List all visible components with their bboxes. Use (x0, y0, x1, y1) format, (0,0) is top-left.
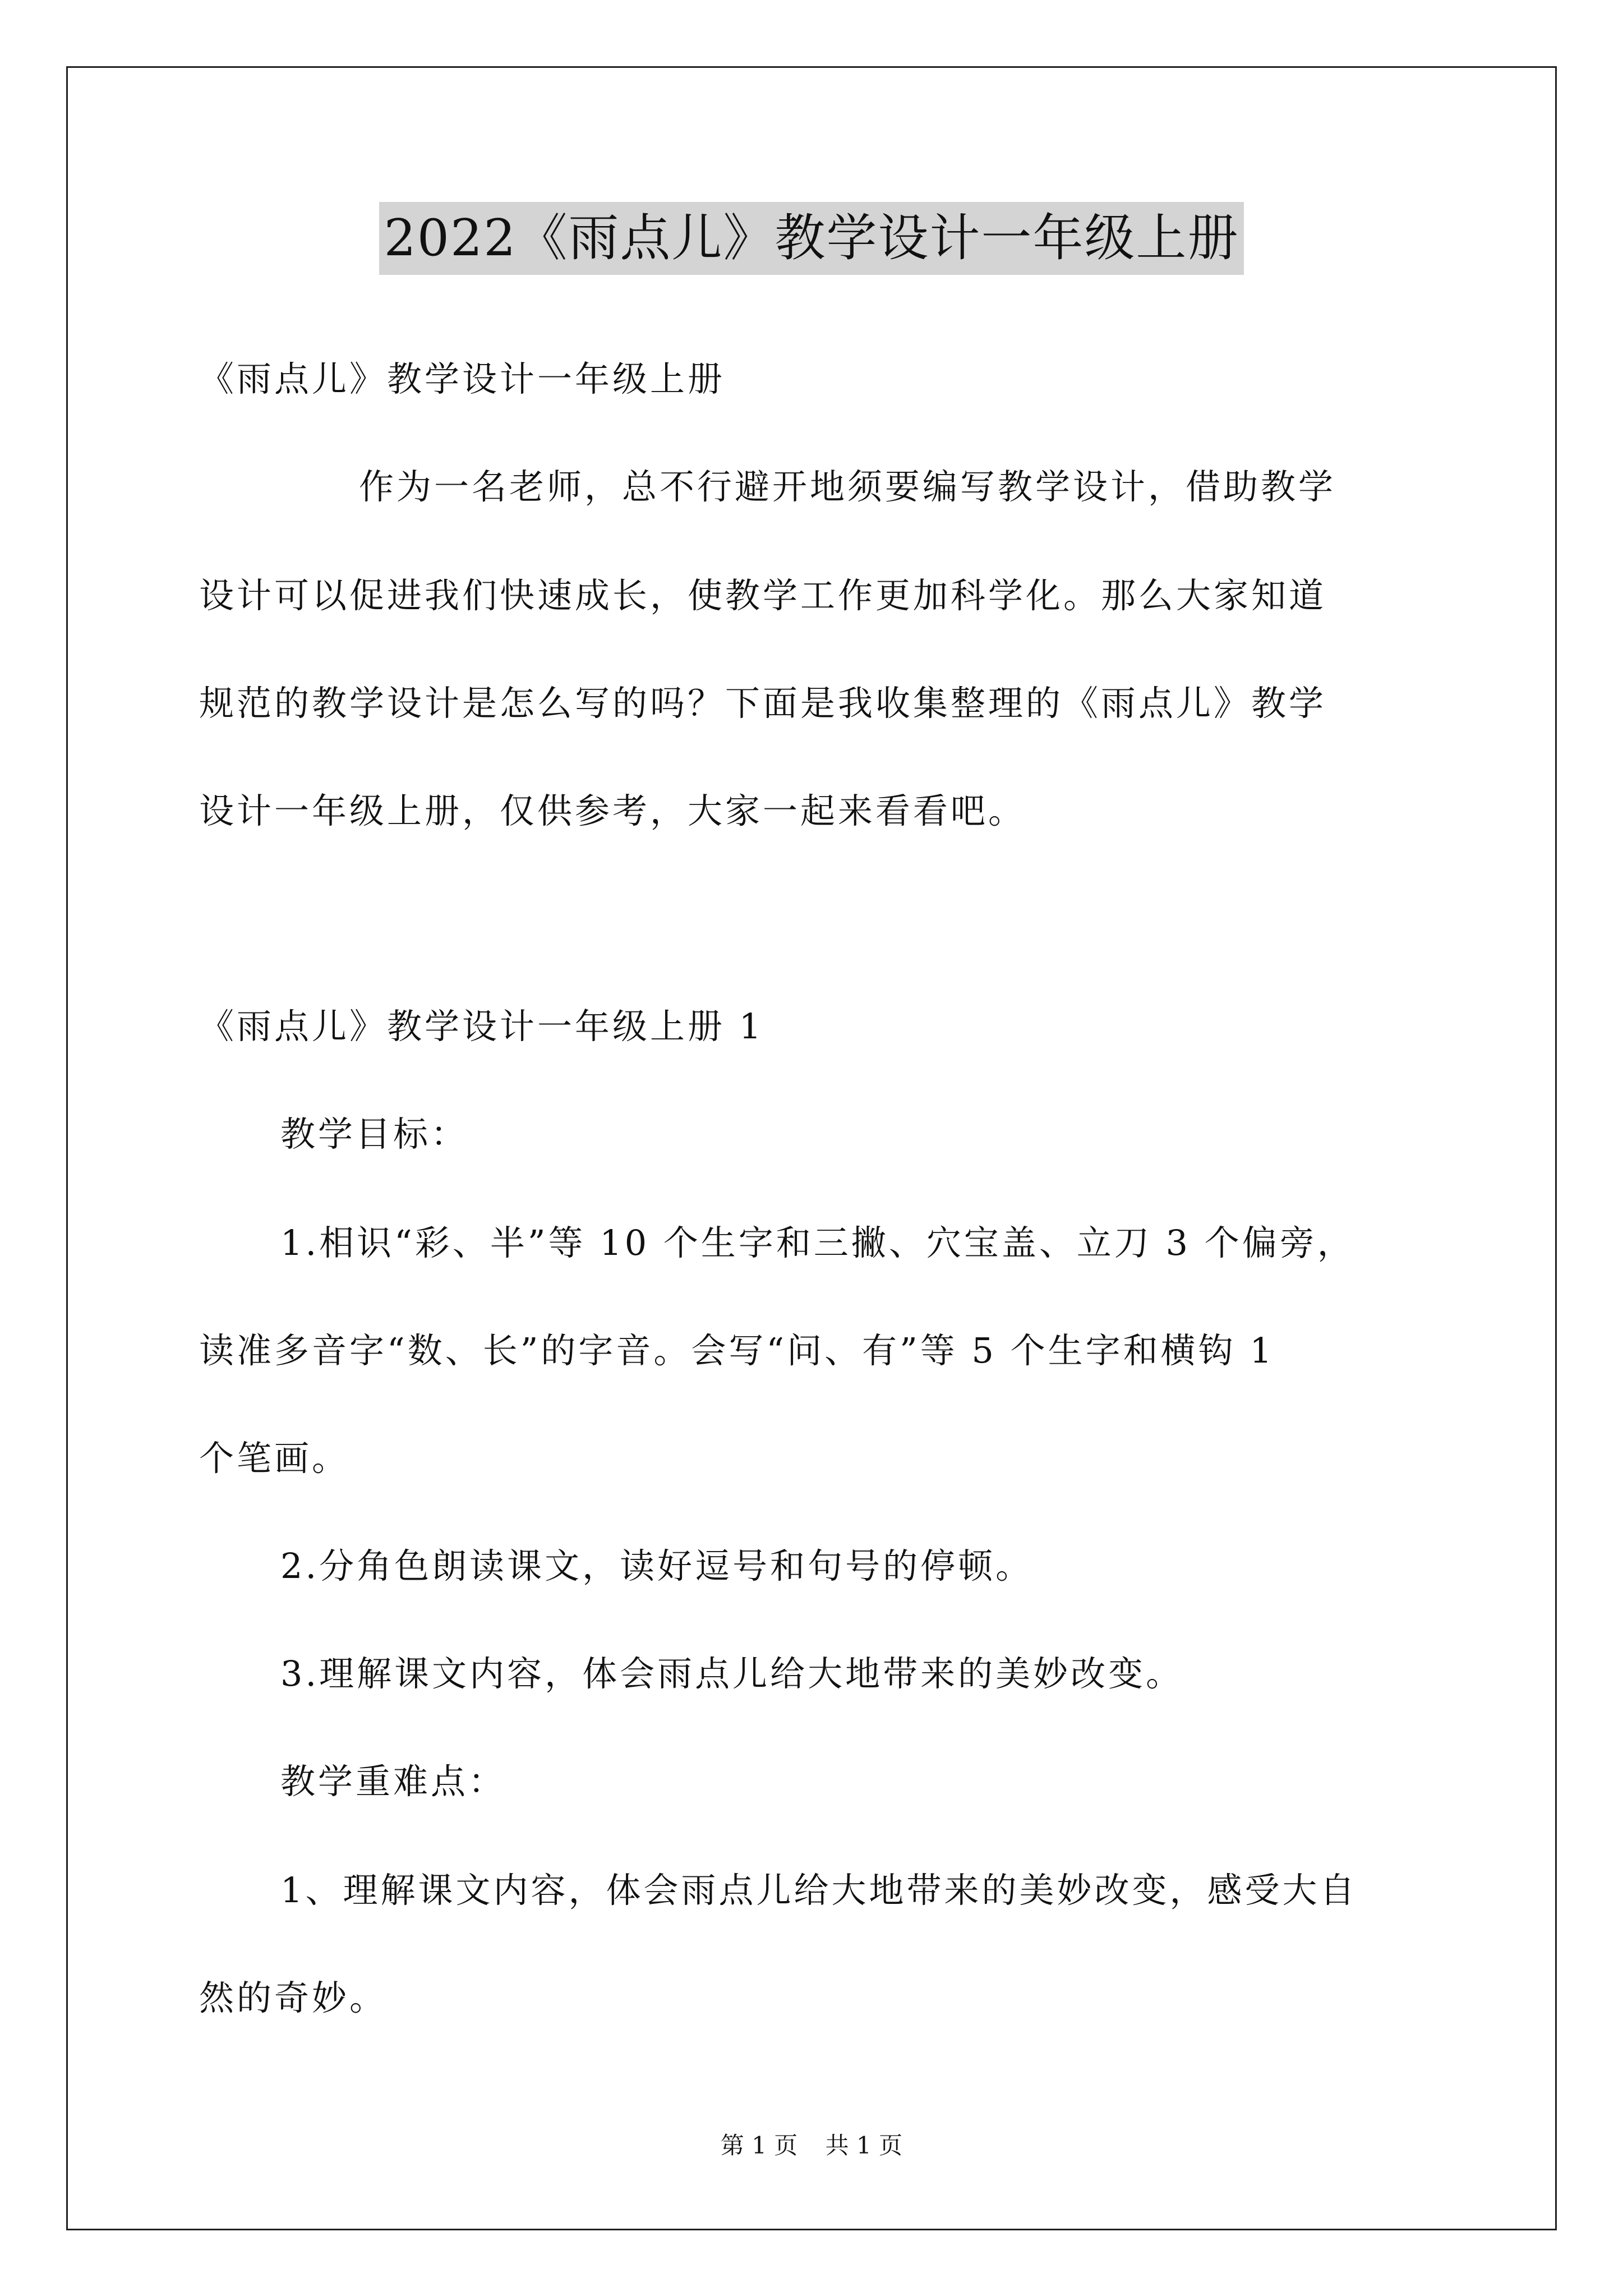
objective-line: 读准多音字“数、长”的字音。会写“问、有”等 5 个生字和横钩 1 (199, 1330, 1275, 1371)
key-points-label: 教学重难点： (280, 1761, 506, 1802)
objective-line: 个笔画。 (199, 1438, 350, 1479)
title-container (0, 202, 1623, 275)
key-point-line: 1、理解课文内容，体会雨点儿给大地带来的美妙改变，感受大自 (280, 1870, 1358, 1911)
objective-line: 1.相识“彩、半”等 10 个生字和三撇、穴宝盖、立刀 3 个偏旁， (280, 1222, 1355, 1263)
objective-line: 3.理解课文内容，体会雨点儿给大地带来的美妙改变。 (280, 1653, 1184, 1694)
page-footer (0, 2129, 1623, 2162)
page-total: 共 1 页 (825, 2132, 903, 2159)
objectives-label: 教学目标： (280, 1114, 469, 1154)
section-heading: 《雨点儿》教学设计一年级上册 1 (199, 1006, 764, 1047)
page-number: 第 1 页 (720, 2132, 798, 2159)
document-subtitle: 《雨点儿》教学设计一年级上册 (199, 358, 726, 399)
document-title: 2022《雨点儿》教学设计一年级上册 (379, 202, 1243, 275)
intro-line: 设计可以促进我们快速成长，使教学工作更加科学化。那么大家知道 (199, 575, 1327, 616)
intro-line: 作为一名老师，总不行避开地须要编写教学设计，借助教学 (359, 466, 1336, 507)
key-point-line: 然的奇妙。 (199, 1977, 388, 2018)
intro-line: 规范的教学设计是怎么写的吗？下面是我收集整理的《雨点儿》教学 (199, 683, 1327, 724)
objective-line: 2.分角色朗读课文，读好逗号和句号的停顿。 (280, 1545, 1034, 1586)
intro-line: 设计一年级上册，仅供参考，大家一起来看看吧。 (199, 790, 1026, 831)
